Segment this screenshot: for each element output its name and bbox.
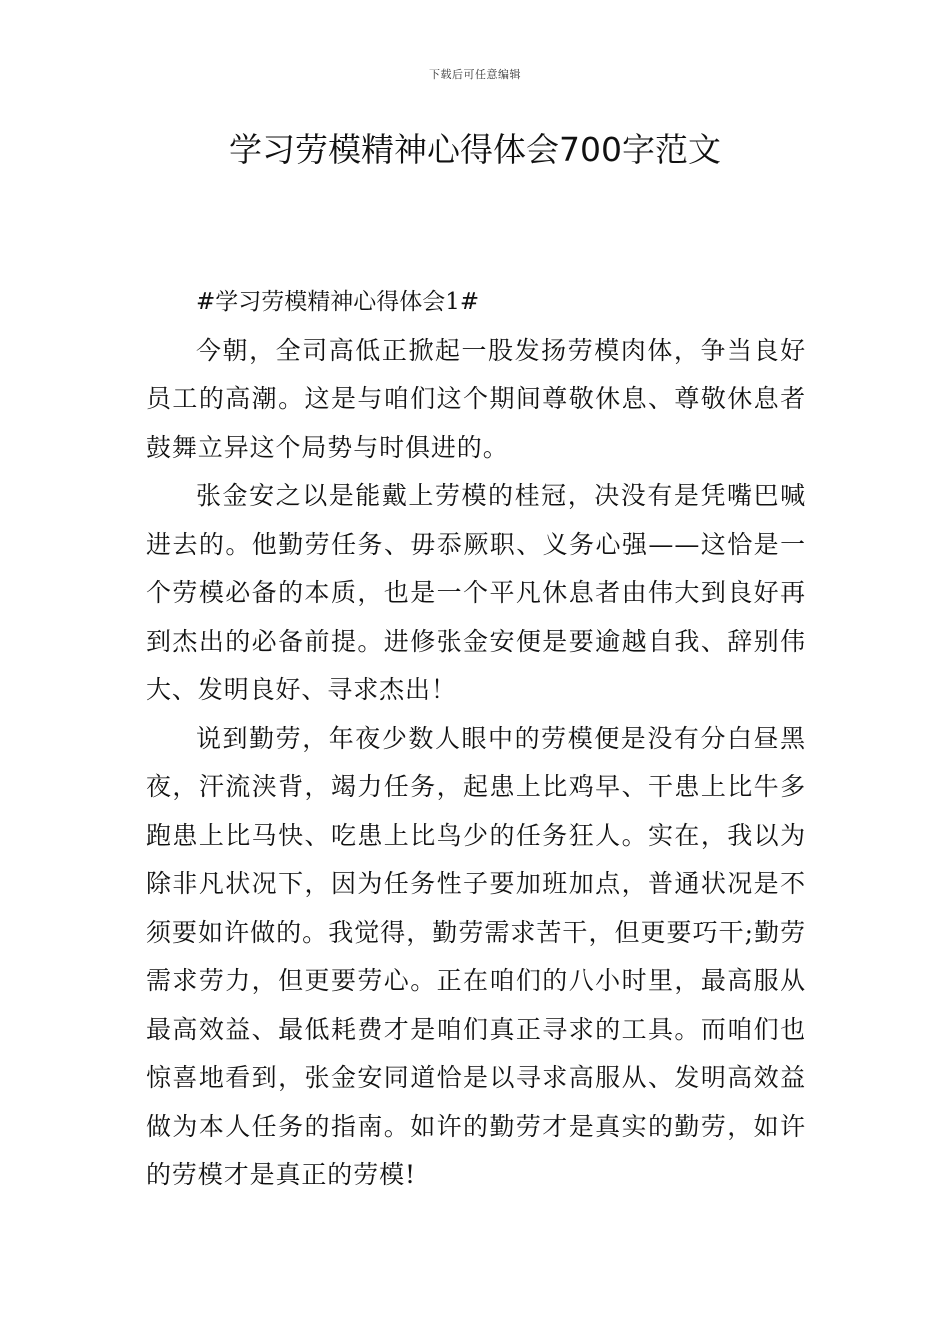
- paragraph-1: 今朝，全司高低正掀起一股发扬劳模肉体，争当良好员工的高潮。这是与咱们这个期间尊敬休息、尊敬休息者鼓舞立异这个局势与时俱进的。: [146, 335, 806, 462]
- section-heading: #学习劳模精神心得体会1#: [196, 289, 480, 315]
- header-note: 下载后可任意编辑: [429, 68, 521, 81]
- document-body: [146, 278, 806, 1200]
- paragraph-2: 张金安之以是能戴上劳模的桂冠，决没有是凭嘴巴喊进去的。他勤劳任务、毋忝厥职、义务心强——这恰是一个劳模必备的本质，也是一个平凡休息者由伟大到良好再到杰出的必备前提。进修张金安便是要逾越自我、辞别伟大、发明良好、寻求杰出！: [146, 481, 806, 704]
- document-title: 学习劳模精神心得体会700字范文: [229, 130, 721, 169]
- paragraph-3: 说到勤劳，年夜少数人眼中的劳模便是没有分白昼黑夜，汗流浃背，竭力任务，起患上比鸡早、干患上比牛多跑患上比马快、吃患上比鸟少的任务狂人。实在，我以为除非凡状况下，因为任务性子要加班加点，普通状况是不须要如许做的。我觉得，勤劳需求苦干，但更要巧干;勤劳需求劳力，但更要劳心。正在咱们的八小时里，最高服从最高效益、最低耗费才是咱们真正寻求的工具。而咱们也惊喜地看到，张金安同道恰是以寻求高服从、发明高效益做为本人任务的指南。如许的勤劳才是真实的勤劳，如许的劳模才是真正的劳模!: [146, 723, 806, 1189]
